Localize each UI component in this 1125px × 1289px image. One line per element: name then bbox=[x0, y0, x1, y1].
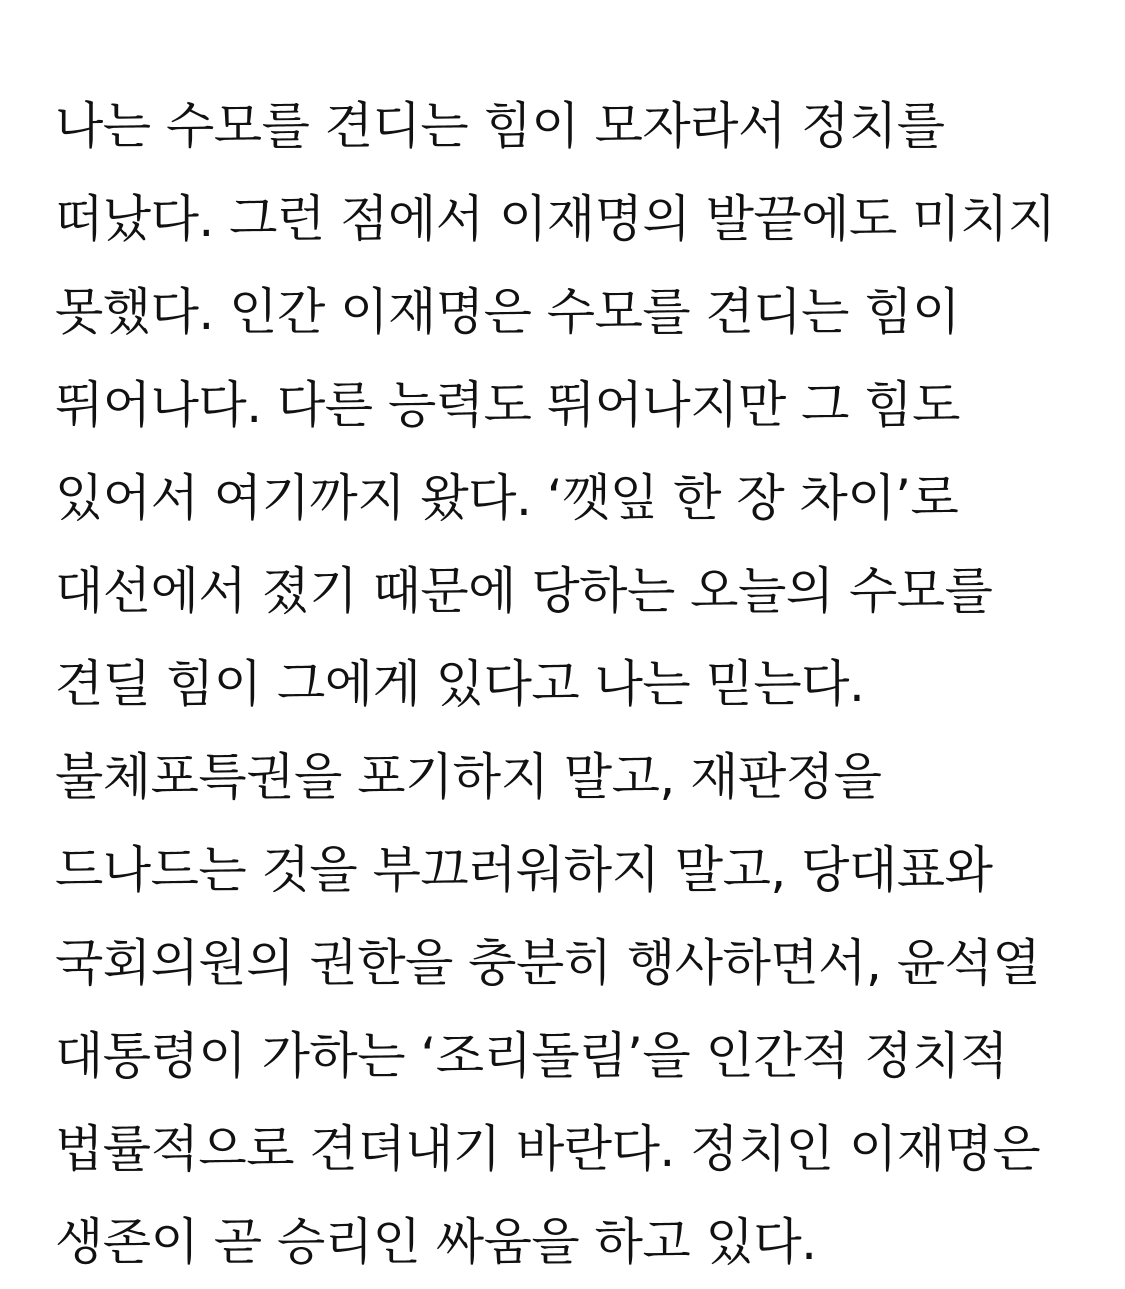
article-paragraph: 나는 수모를 견디는 힘이 모자라서 정치를 떠났다. 그런 점에서 이재명의 발끝에도 미치지 못했다. 인간 이재명은 수모를 견디는 힘이 뛰어나다. 다른 능력도 뛰어나지만 그 힘도 있어서 여기까지 왔다. ‘깻잎 한 장 차이’로 대선에서 졌기 때문에 당하는 오늘의 수모를 견딜 힘이 그에게 있다고 나는 믿는다. 불체포특권을 포기하지 말고, 재판정을 드나드는 것을 부끄러워하지 말고, 당대표와 국회의원의 권한을 충분히 행사하면서, 윤석열 대통령이 가하는 ‘조리돌림’을 인간적 정치적 법률적으로 견뎌내기 바란다. 정치인 이재명은 생존이 곧 승리인 싸움을 하고 있다. bbox=[55, 97, 1071, 1271]
